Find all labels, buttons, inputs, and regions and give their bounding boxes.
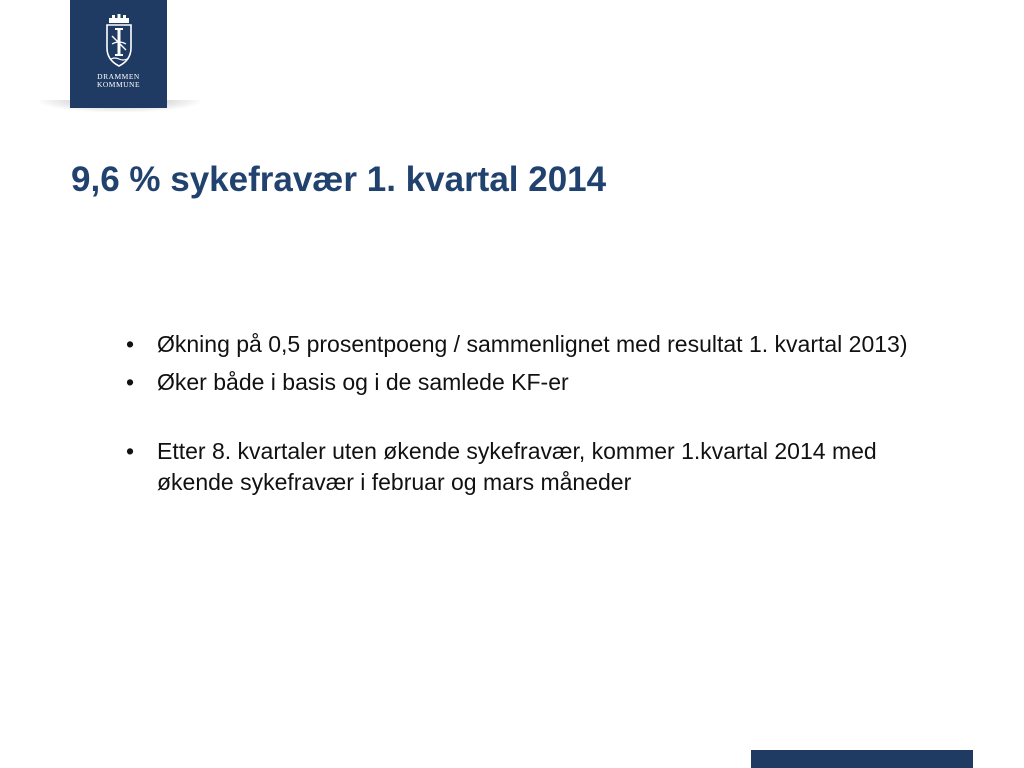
bullet-text: Etter 8. kvartaler uten økende sykefravær, kommer 1.kvartal 2014 med økende sykefravær i februar og mars måneder — [157, 438, 877, 495]
logo-text-line1: DRAMMEN — [97, 72, 140, 81]
logo-text-line2: KOMMUNE — [96, 80, 141, 89]
slide-title: 9,6 % sykefravær 1. kvartal 2014 — [71, 160, 607, 199]
bullet-item — [126, 367, 946, 398]
bullet-item — [126, 436, 946, 498]
bullet-dot: • — [126, 331, 135, 357]
footer-bar — [751, 750, 973, 768]
bullet-item — [126, 329, 946, 360]
bullet-text: Øker både i basis og i de samlede KF-er — [157, 369, 569, 395]
bullet-text: Økning på 0,5 prosentpoeng / sammenlignet med resultat 1. kvartal 2013) — [157, 331, 908, 357]
bullet-list — [126, 329, 946, 498]
bullet-dot: • — [126, 438, 135, 464]
coat-of-arms-icon — [103, 14, 135, 68]
bullet-dot: • — [126, 369, 135, 395]
drammen-kommune-logo — [70, 0, 167, 108]
